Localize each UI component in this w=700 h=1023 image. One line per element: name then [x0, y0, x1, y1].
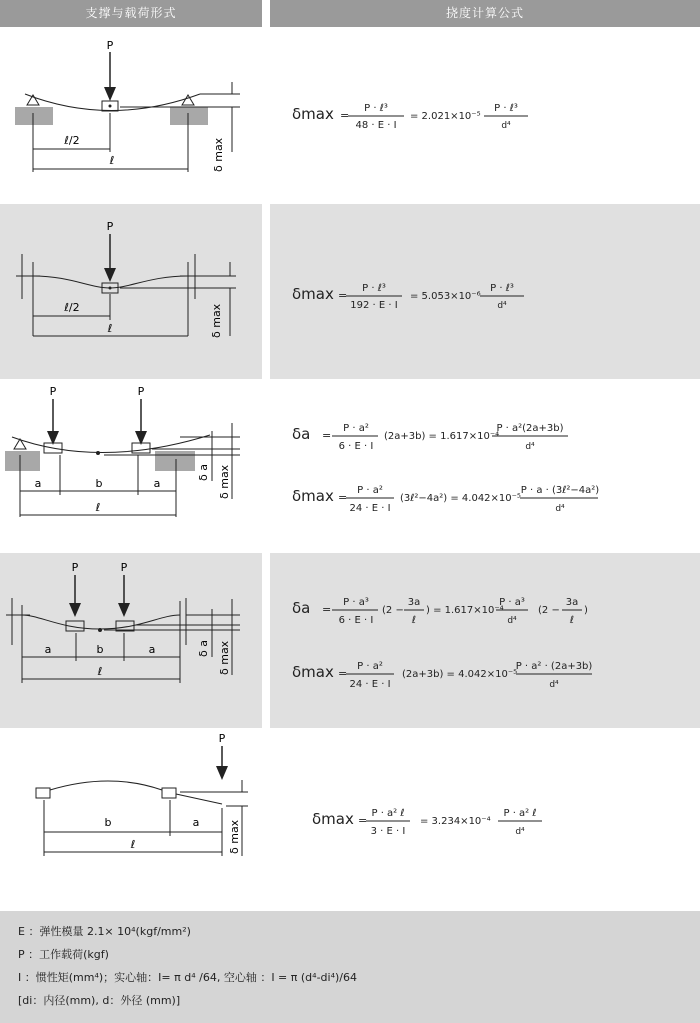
formula-block [270, 27, 700, 204]
formula-numerator-2: P · ℓ³ [494, 103, 518, 114]
dim-a1-label: a [34, 477, 42, 490]
formula-numerator-2: P · ℓ³ [490, 283, 514, 294]
formula-lhs: δmax [292, 105, 334, 123]
formula-max-denominator: 24 · E · I [349, 503, 391, 514]
legend-working-load: P ：工作载荷(kgf) [18, 948, 109, 961]
diagram-fixed-ends-two-loads [0, 553, 262, 728]
beam-curve [22, 615, 180, 629]
formula-a-denominator-2: d⁴ [525, 442, 535, 452]
header-support-load: 支撑与载荷形式 [0, 0, 262, 27]
formula-a-numerator-2: P · a²(2a+3b) [496, 423, 564, 434]
dim-full-label: ℓ [107, 322, 113, 335]
formula-denominator: 48 · E · I [355, 120, 397, 131]
load-label-1: P [49, 385, 57, 398]
diagram-fixed-ends [0, 204, 262, 379]
formula-max-numerator-2: P · a · (3ℓ²−4a²) [520, 485, 600, 496]
dim-a1-label: a [44, 643, 52, 656]
formula-denominator: 192 · E · I [350, 300, 398, 311]
row-fixed-ends-center-load [0, 204, 700, 379]
formula-a-fraction-num: 3a [407, 597, 421, 608]
row-simply-supported-two-loads [0, 379, 700, 553]
row-simply-supported-center-load [0, 27, 700, 204]
formula-max-denominator-2: d⁴ [549, 680, 559, 690]
formula-numerator: P · ℓ³ [362, 283, 386, 294]
load-label: P [106, 220, 114, 233]
svg-text:=: = [322, 429, 332, 442]
dim-full-label: ℓ [109, 154, 115, 167]
svg-text:=: = [338, 289, 348, 302]
deflection-label: δ max [210, 303, 223, 338]
formula-max-numerator: P · a² [357, 661, 383, 672]
deflection-a-label: δ a [197, 640, 210, 657]
load-label: P [218, 732, 226, 745]
svg-text:=: = [340, 109, 350, 122]
formula-numerator: P · a² ℓ [371, 808, 405, 819]
formula-lhs: δmax [312, 810, 354, 828]
load-label: P [106, 39, 114, 52]
beam-curve [12, 435, 210, 453]
dim-a2-label: a [148, 643, 156, 656]
formula-block [270, 728, 700, 911]
formula-a-numerator-2: P · a³ [499, 597, 525, 608]
dim-full-label: ℓ [95, 501, 101, 514]
formula-a-tail: (2 − [538, 605, 560, 616]
legend-moment-of-inertia: I ：惯性矩(mm⁴)；实心轴：I= π d⁴ /64, 空心轴 ：I = π (d⁴-di⁴)/64 [18, 971, 357, 984]
formula-max-numerator-2: P · a² · (2a+3b) [515, 661, 593, 672]
dim-half-label: ℓ/2 [64, 301, 80, 314]
formula-a-tail-num: 3a [565, 597, 579, 608]
legend-diameter-note: [di：内径(mm), d：外径 (mm)] [18, 994, 181, 1007]
formula-a-middle: (2a+3b) = 1.617×10⁻⁴ [384, 431, 500, 442]
formula-max-denominator: 24 · E · I [349, 679, 391, 690]
legend-elastic-modulus: E ：弹性模量 2.1× 10⁴(kgf/mm²) [18, 925, 191, 938]
formula-coefficient: = 5.053×10⁻⁶ [410, 291, 481, 302]
formula-coefficient: = 3.234×10⁻⁴ [420, 816, 491, 827]
legend-panel [0, 911, 700, 1023]
formula-max-middle: (3ℓ²−4a²) = 4.042×10⁻⁵ [400, 493, 521, 504]
formula-max-lhs: δmax [292, 663, 334, 681]
load-label-2: P [137, 385, 145, 398]
formula-max-middle: (2a+3b) = 4.042×10⁻⁵ [402, 669, 518, 680]
load-label-2: P [120, 561, 128, 574]
formula-block [270, 553, 700, 728]
formula-a-numerator: P · a² [343, 423, 369, 434]
deflection-max-label: δ max [218, 464, 231, 499]
formula-a-denominator: 6 · E · I [338, 441, 374, 452]
formula-a-middle: (2 − [382, 605, 404, 616]
diagram-overhang-load [0, 728, 262, 911]
formula-max-denominator-2: d⁴ [555, 504, 565, 514]
formula-lhs: δmax [292, 285, 334, 303]
formula-denominator-2: d⁴ [515, 827, 525, 837]
formula-denominator-2: d⁴ [497, 301, 507, 311]
dim-full-label: ℓ [97, 665, 103, 678]
row-cantilever-overhang [0, 728, 700, 911]
dim-a2-label: a [153, 477, 161, 490]
left-support-block [15, 107, 53, 125]
deflection-label: δ max [228, 819, 241, 854]
formula-numerator-2: P · a² ℓ [503, 808, 537, 819]
formula-max-lhs: δmax [292, 487, 334, 505]
deflection-label: δ max [212, 137, 225, 172]
formula-a-lhs: δa [292, 425, 311, 443]
svg-text:=: = [338, 667, 348, 680]
dim-b-label: b [104, 816, 112, 829]
header-formula: 挠度计算公式 [270, 0, 700, 27]
formula-a-lhs: δa [292, 599, 311, 617]
formula-coefficient: = 2.021×10⁻⁵ [410, 111, 481, 122]
formula-a-denominator-2: d⁴ [507, 616, 517, 626]
svg-text:=: = [338, 491, 348, 504]
formula-a-tail-2: ) [584, 605, 588, 616]
deflection-a-label: δ a [197, 464, 210, 481]
formula-a-numerator: P · a³ [343, 597, 369, 608]
formula-denominator: 3 · E · I [370, 826, 406, 837]
dim-b-label: b [95, 477, 103, 490]
dim-a-label: a [192, 816, 200, 829]
diagram-simply-supported-two-loads [0, 379, 262, 553]
dim-full-label: ℓ [130, 838, 136, 851]
dim-half-label: ℓ/2 [64, 134, 80, 147]
svg-text:=: = [358, 814, 368, 827]
formula-a-tail-den: ℓ [569, 615, 575, 626]
formula-a-fraction-den: ℓ [411, 615, 417, 626]
formula-denominator-2: d⁴ [501, 121, 511, 131]
formula-a-middle-2: ) = 1.617×10⁻⁴ [426, 605, 504, 616]
right-support-block [170, 107, 208, 125]
diagram-simply-supported [0, 27, 262, 204]
row-fixed-ends-two-loads [0, 553, 700, 728]
formula-numerator: P · ℓ³ [364, 103, 388, 114]
formula-max-numerator: P · a² [357, 485, 383, 496]
beam-curve [50, 781, 162, 790]
formula-block [270, 379, 700, 553]
svg-text:=: = [322, 603, 332, 616]
dim-b-label: b [96, 643, 104, 656]
formula-a-denominator: 6 · E · I [338, 615, 374, 626]
deflection-max-label: δ max [218, 640, 231, 675]
formula-block [270, 204, 700, 379]
load-label-1: P [71, 561, 79, 574]
